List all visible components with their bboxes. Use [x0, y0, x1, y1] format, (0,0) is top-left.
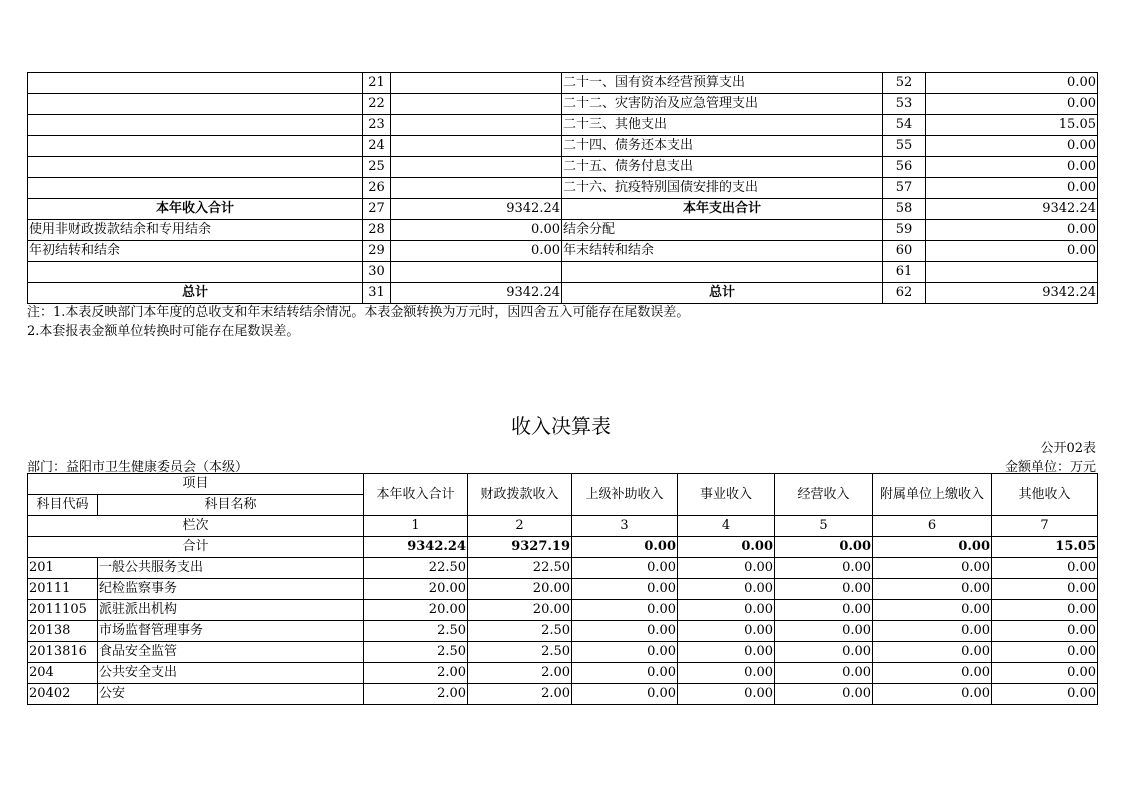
total-value: 9327.19 — [468, 537, 572, 558]
header-item: 项目 — [28, 474, 364, 495]
column-number: 7 — [992, 516, 1098, 537]
amount-cell: 2.50 — [364, 642, 468, 663]
column-number: 2 — [468, 516, 572, 537]
amount-cell: 20.00 — [468, 600, 572, 621]
amount-cell: 0.00 — [678, 579, 775, 600]
expense-value: 15.05 — [926, 115, 1098, 136]
amount-cell: 20.00 — [364, 600, 468, 621]
amount-cell: 0.00 — [572, 684, 678, 705]
amount-cell: 0.00 — [775, 600, 873, 621]
amount-cell: 0.00 — [992, 558, 1098, 579]
income-item-label: 使用非财政拨款结余和专用结余 — [28, 220, 363, 241]
table-row — [28, 178, 1098, 199]
amount-cell: 0.00 — [678, 621, 775, 642]
subject-name: 市场监督管理事务 — [98, 621, 364, 642]
total-value: 0.00 — [572, 537, 678, 558]
amount-cell: 0.00 — [992, 579, 1098, 600]
expense-row-number: 53 — [883, 94, 926, 115]
income-row-number: 25 — [363, 157, 391, 178]
income-item-label — [28, 115, 363, 136]
header-col-6: 附属单位上缴收入 — [873, 474, 992, 516]
unit-label: 金额单位：万元 — [1004, 460, 1096, 475]
amount-cell: 0.00 — [572, 642, 678, 663]
subject-name: 一般公共服务支出 — [98, 558, 364, 579]
expense-row-number: 54 — [883, 115, 926, 136]
amount-cell: 0.00 — [992, 621, 1098, 642]
form-code: 公开02表 — [1040, 441, 1096, 456]
subject-code: 201 — [28, 558, 98, 579]
total-row — [28, 537, 1098, 558]
amount-cell: 0.00 — [572, 600, 678, 621]
expense-value: 0.00 — [926, 178, 1098, 199]
amount-cell: 0.00 — [873, 684, 992, 705]
total-value: 0.00 — [873, 537, 992, 558]
grand-total-row — [28, 283, 1098, 304]
amount-cell: 0.00 — [873, 558, 992, 579]
expense-item-label: 年末结转和结余 — [562, 241, 883, 262]
expense-item-label: 结余分配 — [562, 220, 883, 241]
income-row-number: 29 — [363, 241, 391, 262]
amount-cell: 0.00 — [678, 663, 775, 684]
subject-name: 公共安全支出 — [98, 663, 364, 684]
amount-cell: 2.00 — [468, 684, 572, 705]
table-row — [28, 262, 1098, 283]
amount-cell: 0.00 — [992, 642, 1098, 663]
amount-cell: 0.00 — [678, 558, 775, 579]
total-value: 0.00 — [775, 537, 873, 558]
expense-row-number: 58 — [883, 199, 926, 220]
amount-cell: 0.00 — [775, 642, 873, 663]
amount-cell: 2.50 — [468, 642, 572, 663]
income-row-number: 30 — [363, 262, 391, 283]
table-row — [28, 579, 1098, 600]
header-code: 科目代码 — [28, 495, 98, 516]
expense-value: 0.00 — [926, 241, 1098, 262]
income-value: 0.00 — [391, 220, 562, 241]
income-item-label — [28, 136, 363, 157]
amount-cell: 22.50 — [364, 558, 468, 579]
income-item-label — [28, 94, 363, 115]
header-col-3: 上级补助收入 — [572, 474, 678, 516]
subject-name: 派驻派出机构 — [98, 600, 364, 621]
income-rows — [28, 558, 1098, 705]
table-row — [28, 621, 1098, 642]
subject-name: 食品安全监管 — [98, 642, 364, 663]
expense-item-label: 二十一、国有资本经营预算支出 — [562, 73, 883, 94]
column-number: 1 — [364, 516, 468, 537]
income-expense-summary-table — [27, 72, 1098, 304]
income-grand-total-label: 总计 — [28, 283, 363, 304]
expense-value — [926, 262, 1098, 283]
income-value — [391, 178, 562, 199]
amount-cell: 0.00 — [873, 600, 992, 621]
amount-cell: 0.00 — [678, 600, 775, 621]
header-row — [28, 474, 1098, 495]
subject-code: 20402 — [28, 684, 98, 705]
table-row — [28, 115, 1098, 136]
amount-cell: 0.00 — [992, 684, 1098, 705]
amount-cell: 0.00 — [873, 621, 992, 642]
table-row — [28, 663, 1098, 684]
amount-cell: 0.00 — [775, 663, 873, 684]
table-note-2: 2.本套报表金额单位转换时可能存在尾数误差。 — [27, 324, 300, 339]
income-row-number: 27 — [363, 199, 391, 220]
amount-cell: 0.00 — [678, 684, 775, 705]
amount-cell: 2.00 — [364, 663, 468, 684]
amount-cell: 0.00 — [775, 621, 873, 642]
total-label: 合计 — [28, 537, 364, 558]
amount-cell: 0.00 — [572, 558, 678, 579]
income-total-value: 9342.24 — [391, 199, 562, 220]
table-row — [28, 558, 1098, 579]
income-row-number: 31 — [363, 283, 391, 304]
header-col-5: 经营收入 — [775, 474, 873, 516]
subject-name: 公安 — [98, 684, 364, 705]
income-value — [391, 136, 562, 157]
amount-cell: 0.00 — [873, 663, 992, 684]
income-total-label: 本年收入合计 — [28, 199, 363, 220]
income-statement-table — [27, 473, 1098, 705]
header-col-4: 事业收入 — [678, 474, 775, 516]
expense-total-label: 本年支出合计 — [562, 199, 883, 220]
header-col-7: 其他收入 — [992, 474, 1098, 516]
expense-item-label: 二十五、债务付息支出 — [562, 157, 883, 178]
expense-row-number: 61 — [883, 262, 926, 283]
expense-item-label — [562, 262, 883, 283]
page-title: 收入决算表 — [511, 414, 611, 438]
expense-value: 0.00 — [926, 157, 1098, 178]
amount-cell: 0.00 — [775, 684, 873, 705]
income-value — [391, 157, 562, 178]
income-row-number: 24 — [363, 136, 391, 157]
subject-code: 2011105 — [28, 600, 98, 621]
amount-cell: 0.00 — [572, 663, 678, 684]
column-index-label: 栏次 — [28, 516, 364, 537]
amount-cell: 2.00 — [364, 684, 468, 705]
column-number: 6 — [873, 516, 992, 537]
expense-row-number: 60 — [883, 241, 926, 262]
subject-code: 20138 — [28, 621, 98, 642]
income-value — [391, 115, 562, 136]
header-col-1: 本年收入合计 — [364, 474, 468, 516]
expense-value: 0.00 — [926, 136, 1098, 157]
expense-row-number: 57 — [883, 178, 926, 199]
amount-cell: 20.00 — [468, 579, 572, 600]
expense-item-label: 二十二、灾害防治及应急管理支出 — [562, 94, 883, 115]
income-row-number: 22 — [363, 94, 391, 115]
column-number: 5 — [775, 516, 873, 537]
income-item-label: 年初结转和结余 — [28, 241, 363, 262]
table-row — [28, 220, 1098, 241]
expense-row-number: 52 — [883, 73, 926, 94]
summary-table-body — [28, 73, 1098, 304]
amount-cell: 0.00 — [992, 663, 1098, 684]
table-row — [28, 73, 1098, 94]
income-item-label — [28, 262, 363, 283]
table-row — [28, 241, 1098, 262]
amount-cell: 20.00 — [364, 579, 468, 600]
amount-cell: 0.00 — [873, 579, 992, 600]
income-value — [391, 94, 562, 115]
income-value — [391, 73, 562, 94]
column-number: 4 — [678, 516, 775, 537]
table-note-1: 注：1.本表反映部门本年度的总收支和年末结转结余情况。本表金额转换为万元时，因四舍五入可能存在尾数误差。 — [27, 305, 690, 320]
expense-grand-total-value: 9342.24 — [926, 283, 1098, 304]
table-row — [28, 157, 1098, 178]
department-label: 部门：益阳市卫生健康委员会（本级） — [27, 460, 249, 475]
expense-row-number: 59 — [883, 220, 926, 241]
income-total-row — [28, 199, 1098, 220]
table-row — [28, 136, 1098, 157]
expense-value: 0.00 — [926, 94, 1098, 115]
column-number: 3 — [572, 516, 678, 537]
amount-cell: 2.50 — [468, 621, 572, 642]
amount-cell: 0.00 — [678, 642, 775, 663]
income-row-number: 28 — [363, 220, 391, 241]
income-item-label — [28, 178, 363, 199]
subject-code: 2013816 — [28, 642, 98, 663]
column-index-row — [28, 516, 1098, 537]
income-row-number: 23 — [363, 115, 391, 136]
income-item-label — [28, 157, 363, 178]
expense-grand-total-label: 总计 — [562, 283, 883, 304]
table-row — [28, 94, 1098, 115]
amount-cell: 0.00 — [992, 600, 1098, 621]
expense-row-number: 62 — [883, 283, 926, 304]
subject-name: 纪检监察事务 — [98, 579, 364, 600]
amount-cell: 0.00 — [572, 579, 678, 600]
expense-total-value: 9342.24 — [926, 199, 1098, 220]
income-value: 0.00 — [391, 241, 562, 262]
expense-row-number: 56 — [883, 157, 926, 178]
total-value: 0.00 — [678, 537, 775, 558]
expense-item-label: 二十六、抗疫特别国债安排的支出 — [562, 178, 883, 199]
amount-cell: 2.00 — [468, 663, 572, 684]
subject-code: 20111 — [28, 579, 98, 600]
expense-value: 0.00 — [926, 73, 1098, 94]
amount-cell: 22.50 — [468, 558, 572, 579]
expense-item-label: 二十四、债务还本支出 — [562, 136, 883, 157]
amount-cell: 0.00 — [572, 621, 678, 642]
total-value: 9342.24 — [364, 537, 468, 558]
income-grand-total-value: 9342.24 — [391, 283, 562, 304]
total-value: 15.05 — [992, 537, 1098, 558]
income-row-number: 21 — [363, 73, 391, 94]
expense-row-number: 55 — [883, 136, 926, 157]
expense-value: 0.00 — [926, 220, 1098, 241]
income-value — [391, 262, 562, 283]
income-item-label — [28, 73, 363, 94]
header-col-2: 财政拨款收入 — [468, 474, 572, 516]
amount-cell: 0.00 — [775, 579, 873, 600]
subject-code: 204 — [28, 663, 98, 684]
table-row — [28, 642, 1098, 663]
amount-cell: 0.00 — [873, 642, 992, 663]
amount-cell: 2.50 — [364, 621, 468, 642]
amount-cell: 0.00 — [775, 558, 873, 579]
expense-item-label: 二十三、其他支出 — [562, 115, 883, 136]
table-row — [28, 684, 1098, 705]
income-row-number: 26 — [363, 178, 391, 199]
header-name: 科目名称 — [98, 495, 364, 516]
table-row — [28, 600, 1098, 621]
